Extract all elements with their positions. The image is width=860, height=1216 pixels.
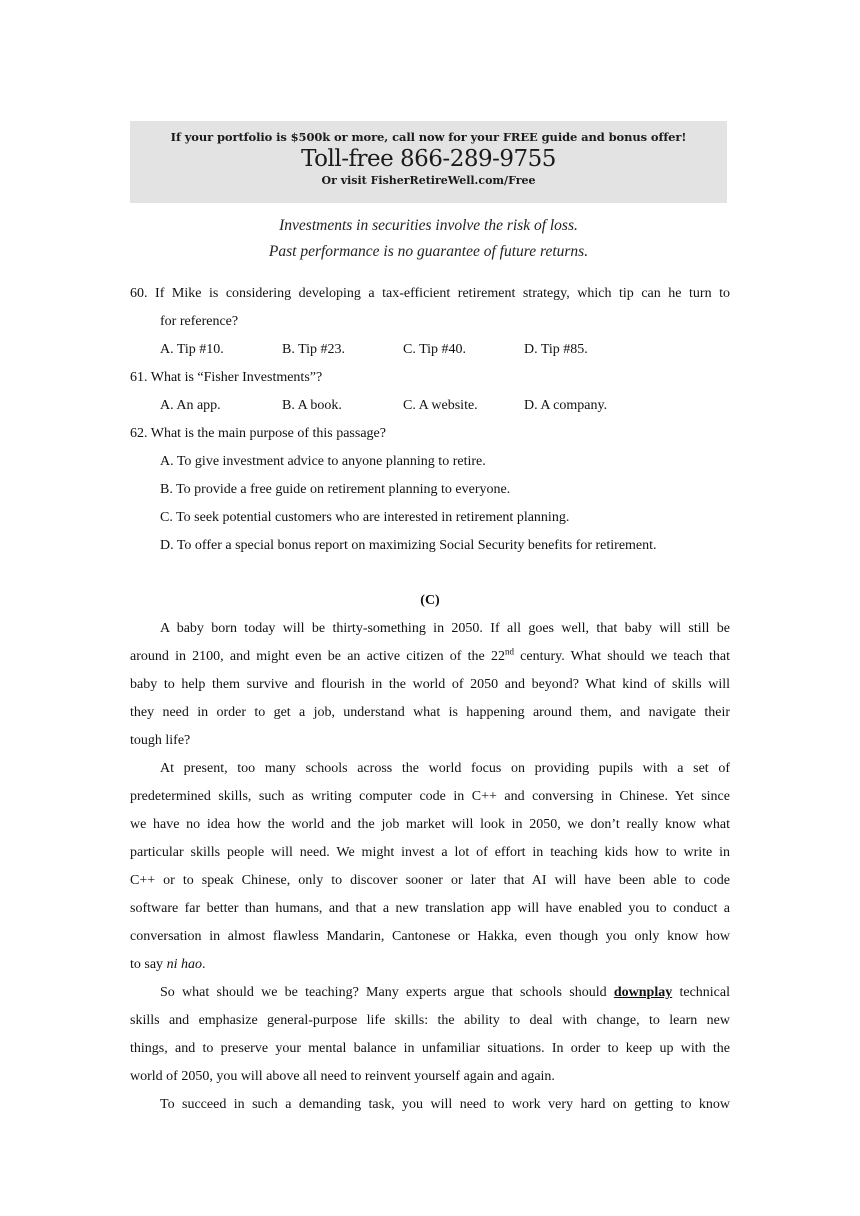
- p3-line-2: skills and emphasize general-purpose life skills: the ability to deal with change, to learn new: [130, 1013, 730, 1028]
- ad-offer-text: If your portfolio is $500k or more, call now for your FREE guide and bonus offer!: [170, 130, 687, 144]
- p1-line-4: they need in order to get a job, understand what is happening around them, and navigate their: [130, 705, 730, 720]
- p1-line-2: around in 2100, and might even be an active citizen of the 22nd century. What should we teach that: [130, 646, 730, 664]
- q60-option-a: A. Tip #10.: [160, 342, 224, 357]
- q61-option-b: B. A book.: [282, 398, 342, 413]
- p2-line-2: predetermined skills, such as writing computer code in C++ and conversing in Chinese. Yet since: [130, 789, 730, 804]
- p2-line-6: software far better than humans, and that a new translation app will have enabled you to conduct a: [130, 901, 730, 916]
- ad-banner: [130, 121, 727, 203]
- question-60: 60. If Mike is considering developing a tax-efficient retirement strategy, which tip can he turn to: [130, 286, 730, 301]
- q61-option-a: A. An app.: [160, 398, 221, 413]
- q62-option-b: B. To provide a free guide on retirement planning to everyone.: [160, 482, 511, 497]
- ad-phone-number: Toll-free 866-289-9755: [301, 146, 556, 172]
- ordinal-suffix: nd: [504, 646, 514, 657]
- p2-line-4: particular skills people will need. We might invest a lot of effort in teaching kids how to write in: [130, 845, 730, 860]
- ad-website: Or visit FisherRetireWell.com/Free: [321, 174, 536, 187]
- q62-option-d: D. To offer a special bonus report on maximizing Social Security benefits for retirement.: [160, 538, 657, 553]
- q61-option-d: D. A company.: [524, 398, 608, 413]
- q62-option-a: A. To give investment advice to anyone planning to retire.: [160, 454, 486, 469]
- q60-option-b: B. Tip #23.: [282, 342, 346, 357]
- question-61: 61. What is “Fisher Investments”?: [130, 370, 323, 385]
- p1-line-3: baby to help them survive and flourish in the world of 2050 and beyond? What kind of skills will: [130, 677, 730, 692]
- p2-line-1: At present, too many schools across the world focus on providing pupils with a set of: [160, 761, 730, 776]
- underlined-word: downplay: [613, 985, 673, 1000]
- p1-line-5: tough life?: [130, 733, 191, 748]
- p4-line-1: To succeed in such a demanding task, you will need to work very hard on getting to know: [160, 1097, 730, 1112]
- italic-phrase: ni hao: [166, 957, 202, 972]
- q61-option-c: C. A website.: [403, 398, 478, 413]
- q62-option-c: C. To seek potential customers who are interested in retirement planning.: [160, 510, 570, 525]
- p3-line-3: things, and to preserve your mental balance in unfamiliar situations. In order to keep up with the: [130, 1041, 730, 1056]
- q60-option-c: C. Tip #40.: [403, 342, 467, 357]
- ad-disclaimer-2: Past performance is no guarantee of future returns.: [268, 243, 589, 260]
- q60-option-d: D. Tip #85.: [524, 342, 588, 357]
- p1-line-1: A baby born today will be thirty-something in 2050. If all goes well, that baby will still be: [160, 621, 730, 636]
- p2-line-7: conversation in almost flawless Mandarin, Cantonese or Hakka, even though you only know how: [130, 929, 730, 944]
- question-60-cont: for reference?: [160, 314, 239, 329]
- p2-line-5: C++ or to speak Chinese, only to discover sooner or later that AI will have been able to code: [130, 873, 730, 888]
- p3-line-4: world of 2050, you will above all need to reinvent yourself again and again.: [130, 1069, 555, 1084]
- p2-line-3: we have no idea how the world and the job market will look in 2050, we don’t really know what: [130, 817, 730, 832]
- p3-line-1: So what should we be teaching? Many experts argue that schools should downplay technical: [160, 985, 730, 1000]
- ad-disclaimer-1: Investments in securities involve the risk of loss.: [279, 217, 578, 234]
- p2-line-8: to say ni hao.: [130, 957, 206, 972]
- section-heading: (C): [420, 593, 440, 608]
- question-62: 62. What is the main purpose of this passage?: [130, 426, 386, 441]
